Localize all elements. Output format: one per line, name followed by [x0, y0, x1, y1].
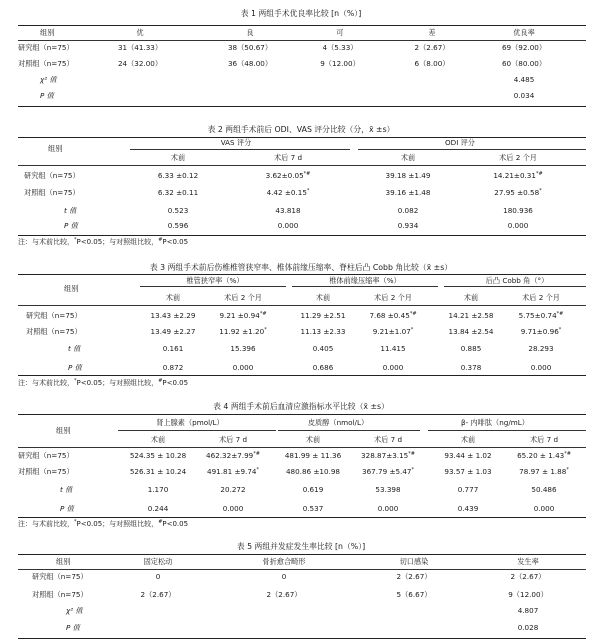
header-loosening: 固定松动 — [143, 557, 173, 566]
cell: P 值 — [68, 363, 82, 372]
table-row — [18, 74, 586, 86]
table-5-header-row — [18, 556, 586, 568]
cell: 0.244 — [147, 504, 169, 513]
cell: 78.97 ± 1.88* — [519, 467, 569, 476]
header-infection: 切口感染 — [399, 557, 429, 566]
cell: 0.000 — [277, 221, 299, 230]
cell: 0.000 — [232, 363, 254, 372]
table-4-top-rule — [18, 414, 586, 415]
table-2-note: 注：与术前比较，*P<0.05；与对照组比较，#P<0.05 — [18, 237, 189, 246]
cell: 6（8.00） — [414, 59, 450, 68]
table-1-head-rule — [18, 40, 586, 41]
table-2-head-rule — [18, 165, 586, 166]
cell: 4（5.33） — [322, 43, 358, 52]
cell: 0.000 — [533, 504, 555, 513]
table-4-note: 注：与术前比较，*P<0.05；与对照组比较，#P<0.05 — [18, 519, 189, 528]
subheader: 术后 2 个月 — [374, 293, 412, 302]
header-incidence: 发生率 — [517, 557, 539, 566]
subheader: 术后 7 d — [273, 153, 303, 162]
cell: 11.92 ±1.20* — [219, 327, 267, 336]
subheader: 术前 — [165, 293, 181, 302]
cell: 15.396 — [230, 344, 256, 353]
group-vas-rule — [130, 149, 350, 150]
cell: 65.20 ± 1.43*# — [517, 451, 571, 460]
table-5-bottom-rule — [18, 638, 586, 639]
table-4-head-rule — [18, 447, 586, 448]
subheader: 术前 — [305, 435, 321, 444]
cell: 研究组（n=75） — [26, 311, 82, 320]
group-vertebral-compression: 椎体前缘压缩率（%） — [329, 276, 401, 285]
cell: 36（48.00） — [227, 59, 273, 68]
cell: 53.398 — [375, 485, 401, 494]
group-canal-stenosis: 椎管狭窄率（%） — [186, 276, 244, 285]
cell: 0.934 — [397, 221, 419, 230]
cell: 28.293 — [528, 344, 554, 353]
subheader: 术前 — [400, 153, 416, 162]
cell: 14.21 ±2.58 — [448, 311, 494, 320]
cell: 9.21±1.07* — [372, 327, 414, 336]
subheader: 术后 7 d — [218, 435, 248, 444]
table-row — [18, 170, 586, 182]
subheader: 术后 7 d — [529, 435, 559, 444]
table-row — [18, 58, 586, 70]
cell: 2（2.67） — [140, 590, 176, 599]
cell: 1.170 — [147, 485, 169, 494]
cell: 0.777 — [457, 485, 479, 494]
cell: P 值 — [40, 91, 54, 100]
cell: 526.31 ± 10.24 — [129, 467, 187, 476]
table-1-top-rule — [18, 25, 586, 26]
subheader: 术前 — [463, 293, 479, 302]
cell: 0.028 — [517, 623, 539, 632]
cell: 研究组（n=75） — [32, 572, 88, 581]
cell: 20.272 — [220, 485, 246, 494]
table-2-caption: 表 2 两组手术前后 ODI、VAS 评分比较（分，x̄ ±s） — [207, 125, 395, 134]
table-row — [18, 571, 586, 583]
group-column-header: 组别 — [48, 144, 63, 153]
table-row — [18, 589, 586, 601]
table-row — [18, 343, 586, 355]
cell: 328.87±3.15*# — [361, 451, 415, 460]
cell: 43.818 — [275, 206, 301, 215]
group-cobb-rule — [444, 286, 586, 287]
cell: 481.99 ± 11.36 — [284, 451, 342, 460]
cell: 研究组（n=75） — [18, 43, 74, 52]
header-good: 良 — [246, 28, 254, 37]
cell: 180.936 — [503, 206, 533, 215]
cell: 6.33 ±0.12 — [157, 171, 199, 180]
table-row — [18, 187, 586, 199]
table-5 — [0, 535, 602, 643]
subheader: 术前 — [170, 153, 186, 162]
cell: 0.000 — [377, 504, 399, 513]
table-4-bottom-rule — [18, 517, 586, 518]
cell: 38（50.67） — [227, 43, 273, 52]
cell: t 值 — [60, 485, 73, 494]
cell: 27.95 ±0.58* — [494, 188, 542, 197]
group-vas: VAS 评分 — [220, 138, 252, 147]
cell: 对照组（n=75） — [32, 590, 88, 599]
cell: 对照组（n=75） — [18, 467, 74, 476]
cell: χ² 值 — [66, 606, 83, 615]
cell: 480.86 ±10.98 — [285, 467, 341, 476]
cell: 0.619 — [302, 485, 324, 494]
cell: 0.161 — [162, 344, 184, 353]
cell: 31（41.33） — [117, 43, 163, 52]
cell: 0.686 — [312, 363, 334, 372]
subheader: 术前 — [150, 435, 166, 444]
cell: 9.21 ±0.94*# — [219, 311, 267, 320]
header-fair: 可 — [336, 28, 344, 37]
cell: 4.42 ±0.15* — [266, 188, 310, 197]
cell: t 值 — [68, 344, 81, 353]
table-row — [18, 90, 586, 102]
cell: 4.807 — [517, 606, 539, 615]
cell: 0.000 — [222, 504, 244, 513]
table-3-note: 注：与术前比较，*P<0.05；与对照组比较，#P<0.05 — [18, 378, 189, 387]
cell: 0.596 — [167, 221, 189, 230]
table-4 — [0, 393, 602, 535]
cell: 93.57 ± 1.03 — [444, 467, 492, 476]
subheader: 术后 2 个月 — [522, 293, 560, 302]
table-1-bottom-rule — [18, 106, 586, 107]
group-endorphin-rule — [428, 430, 586, 431]
cell: t 值 — [64, 206, 77, 215]
table-row — [18, 326, 586, 338]
subheader: 术前 — [460, 435, 476, 444]
subheader: 术后 7 d — [373, 435, 403, 444]
cell: 9（12.00） — [508, 590, 548, 599]
table-row — [18, 220, 586, 232]
table-1 — [0, 0, 602, 118]
cell: 0.034 — [513, 91, 535, 100]
cell: 2（2.67） — [510, 572, 546, 581]
cell: 11.13 ±2.33 — [300, 327, 346, 336]
table-row — [18, 42, 586, 54]
cell: χ² 值 — [40, 75, 57, 84]
cell: 0.000 — [530, 363, 552, 372]
group-odi: ODI 评分 — [445, 138, 475, 147]
table-5-top-rule — [18, 554, 586, 555]
table-2 — [0, 118, 602, 253]
group-beta-endorphin: β- 内啡肽（ng/mL） — [461, 418, 529, 427]
header-rate: 优良率 — [513, 28, 535, 37]
table-4-subheader-row — [18, 434, 586, 446]
cell: 0.885 — [460, 344, 482, 353]
group-odi-rule — [358, 149, 586, 150]
group-column-header: 组别 — [64, 284, 79, 293]
table-row — [18, 503, 586, 515]
header-group: 组别 — [40, 28, 55, 37]
table-2-subheader-row — [18, 152, 586, 164]
cell: 0.000 — [507, 221, 529, 230]
cell: 0.000 — [382, 363, 404, 372]
cell: 93.44 ± 1.02 — [444, 451, 492, 460]
table-2-bottom-rule — [18, 235, 586, 236]
table-5-caption: 表 5 两组并发症发生率比较 [n（%）] — [236, 542, 366, 551]
cell: 0.082 — [397, 206, 419, 215]
cell: 对照组（n=75） — [26, 327, 82, 336]
cell: 0.405 — [312, 344, 334, 353]
cell: 6.32 ±0.11 — [157, 188, 199, 197]
table-row — [18, 605, 586, 617]
cell: 367.79 ±5.47* — [362, 467, 414, 476]
table-row — [18, 622, 586, 634]
group-cobb-angle: 后凸 Cobb 角（°） — [485, 276, 549, 285]
cell: P 值 — [64, 221, 78, 230]
table-3-bottom-rule — [18, 375, 586, 376]
table-row — [18, 310, 586, 322]
cell: 研究组（n=75） — [18, 451, 74, 460]
table-1-header-row — [18, 27, 586, 39]
table-row — [18, 466, 586, 478]
cell: 39.16 ±1.48 — [385, 188, 431, 197]
cell: 9.71±0.96* — [520, 327, 562, 336]
header-group: 组别 — [56, 557, 71, 566]
cell: 0 — [281, 572, 287, 581]
cell: 462.32±7.99*# — [206, 451, 260, 460]
table-row — [18, 450, 586, 462]
cell: 2（2.67） — [266, 590, 302, 599]
subheader: 术后 2 个月 — [499, 153, 537, 162]
cell: 13.49 ±2.27 — [150, 327, 196, 336]
cell: 5.75±0.74*# — [518, 311, 564, 320]
header-poor: 差 — [428, 28, 436, 37]
header-excellent: 优 — [136, 28, 144, 37]
group-compression-rule — [292, 286, 438, 287]
cell: 5（6.67） — [396, 590, 432, 599]
cell: 0.537 — [302, 504, 324, 513]
cell: 2（2.67） — [396, 572, 432, 581]
table-3-caption: 表 3 两组手术前后伤椎椎管狭窄率、椎体前缘压缩率、脊柱后凸 Cobb 角比较（x̄ ±s） — [149, 263, 453, 272]
cell: 2（2.67） — [414, 43, 450, 52]
table-3-subheader-row — [18, 292, 586, 304]
cell: 524.35 ± 10.28 — [129, 451, 187, 460]
cell: 研究组（n=75） — [24, 171, 80, 180]
cell: 24（32.00） — [117, 59, 163, 68]
cell: 4.485 — [513, 75, 535, 84]
table-row — [18, 484, 586, 496]
cell: 对照组（n=75） — [18, 59, 74, 68]
cell: 491.81 ±9.74* — [207, 467, 259, 476]
group-canal-rule — [140, 286, 286, 287]
cell: 50.486 — [531, 485, 557, 494]
subheader: 术前 — [315, 293, 331, 302]
table-5-head-rule — [18, 569, 586, 570]
table-row — [18, 205, 586, 217]
cell: 13.84 ±2.54 — [448, 327, 494, 336]
cell: 60（80.00） — [501, 59, 547, 68]
cell: 0.872 — [162, 363, 184, 372]
table-3 — [0, 253, 602, 393]
cell: 0.378 — [460, 363, 482, 372]
cell: P 值 — [66, 623, 80, 632]
table-row — [18, 362, 586, 374]
cell: 39.18 ±1.49 — [385, 171, 431, 180]
cell: 11.415 — [380, 344, 406, 353]
cell: 对照组（n=75） — [24, 188, 80, 197]
cell: 9（12.00） — [320, 59, 360, 68]
cell: P 值 — [60, 504, 74, 513]
table-1-caption: 表 1 两组手术优良率比较 [n（%）] — [240, 9, 362, 18]
cell: 69（92.00） — [501, 43, 547, 52]
header-malunion: 骨折愈合畸形 — [262, 557, 306, 566]
cell: 3.62±0.05*# — [265, 171, 311, 180]
cell: 14.21±0.31*# — [493, 171, 543, 180]
group-column-header: 组别 — [56, 426, 71, 435]
table-3-head-rule — [18, 305, 586, 306]
cell: 0.439 — [457, 504, 479, 513]
cell: 0.523 — [167, 206, 189, 215]
cell: 13.43 ±2.29 — [150, 311, 196, 320]
subheader: 术后 2 个月 — [224, 293, 262, 302]
group-cortisol-rule — [278, 430, 420, 431]
group-adrenaline: 肾上腺素（pmol/L） — [156, 418, 224, 427]
cell: 11.29 ±2.51 — [300, 311, 346, 320]
cell: 0 — [155, 572, 161, 581]
group-cortisol: 皮质醇（nmol/L） — [307, 418, 369, 427]
table-2-top-rule — [18, 137, 586, 138]
table-4-caption: 表 4 两组手术前后血清应激指标水平比较（x̄ ±s） — [213, 402, 389, 411]
cell: 7.68 ±0.45*# — [369, 311, 417, 320]
table-3-top-rule — [18, 274, 586, 275]
group-adrenaline-rule — [118, 430, 276, 431]
